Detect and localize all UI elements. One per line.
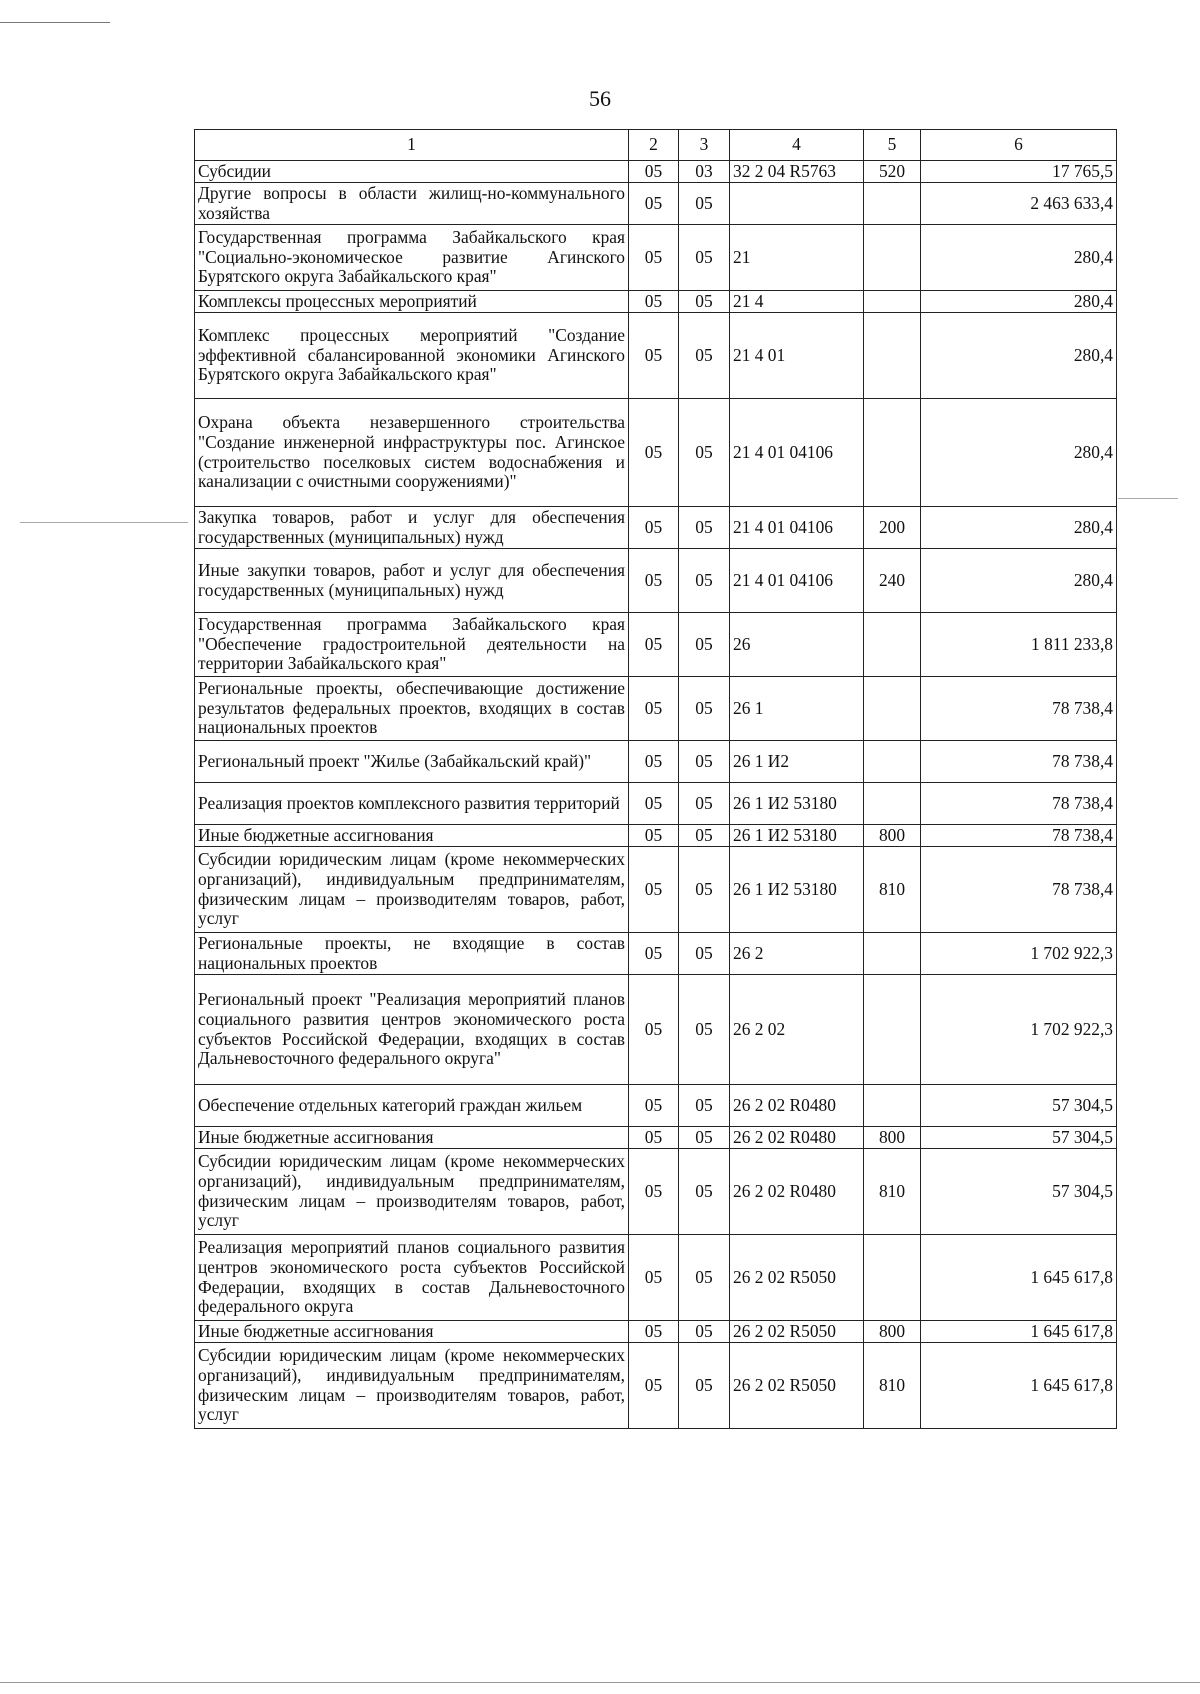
row-name: Реализация мероприятий планов социального развития центров экономического роста субъектов Российской Федерации, входящих в состав Дальневосточного федерального округа — [195, 1235, 629, 1321]
row-name: Региональные проекты, обеспечивающие достижение результатов федеральных проектов, входящих в состав национальных проектов — [195, 677, 629, 741]
amount: 1 811 233,8 — [921, 613, 1117, 677]
subsection-code: 05 — [679, 313, 730, 399]
amount: 78 738,4 — [921, 783, 1117, 825]
expense-type-code — [864, 613, 921, 677]
subsection-code: 05 — [679, 225, 730, 291]
target-article-code: 21 4 01 04106 — [730, 507, 864, 549]
target-article-code: 26 2 02 R5050 — [730, 1321, 864, 1343]
target-article-code: 26 1 И2 53180 — [730, 847, 864, 933]
expense-type-code — [864, 1235, 921, 1321]
target-article-code: 26 2 02 R5050 — [730, 1343, 864, 1429]
section-code: 05 — [629, 1149, 679, 1235]
target-article-code: 26 1 — [730, 677, 864, 741]
subsection-code: 05 — [679, 741, 730, 783]
section-code: 05 — [629, 549, 679, 613]
expense-type-code: 200 — [864, 507, 921, 549]
target-article-code: 26 1 И2 — [730, 741, 864, 783]
section-code: 05 — [629, 399, 679, 507]
row-name: Региональный проект "Реализация мероприятий планов социального развития центров экономического роста субъектов Российской Федерации, входящих в состав Дальневосточного федерального округа" — [195, 975, 629, 1085]
expense-type-code — [864, 225, 921, 291]
target-article-code: 26 2 02 — [730, 975, 864, 1085]
table-row — [195, 225, 1117, 291]
expense-type-code: 800 — [864, 825, 921, 847]
target-article-code: 26 2 — [730, 933, 864, 975]
subsection-code: 05 — [679, 1085, 730, 1127]
section-code: 05 — [629, 975, 679, 1085]
subsection-code: 05 — [679, 291, 730, 313]
subsection-code: 05 — [679, 183, 730, 225]
amount: 17 765,5 — [921, 161, 1117, 183]
expense-type-code — [864, 183, 921, 225]
column-header: 2 — [629, 130, 679, 161]
scan-edge-mark — [1118, 498, 1178, 499]
subsection-code: 05 — [679, 975, 730, 1085]
scan-edge-mark — [0, 1682, 1200, 1683]
section-code: 05 — [629, 1127, 679, 1149]
row-name: Региональный проект "Жилье (Забайкальский край)" — [195, 741, 629, 783]
subsection-code: 05 — [679, 507, 730, 549]
amount: 280,4 — [921, 549, 1117, 613]
amount: 57 304,5 — [921, 1085, 1117, 1127]
table-row — [195, 847, 1117, 933]
row-name: Охрана объекта незавершенного строительства "Создание инженерной инфраструктуры пос. Агинское (строительство поселковых систем водоснабжения и канализации с очистными сооружениями)" — [195, 399, 629, 507]
target-article-code: 21 4 01 — [730, 313, 864, 399]
section-code: 05 — [629, 313, 679, 399]
table-row — [195, 825, 1117, 847]
subsection-code: 05 — [679, 399, 730, 507]
target-article-code: 26 2 02 R0480 — [730, 1085, 864, 1127]
section-code: 05 — [629, 507, 679, 549]
target-article-code: 21 4 01 04106 — [730, 399, 864, 507]
row-name: Комплекс процессных мероприятий "Создание эффективной сбалансированной экономики Агинского Бурятского округа Забайкальского края" — [195, 313, 629, 399]
table-row — [195, 1343, 1117, 1429]
table-row — [195, 741, 1117, 783]
expense-type-code — [864, 975, 921, 1085]
expense-type-code: 810 — [864, 1149, 921, 1235]
expense-type-code — [864, 933, 921, 975]
target-article-code: 26 2 02 R0480 — [730, 1149, 864, 1235]
amount: 1 702 922,3 — [921, 933, 1117, 975]
row-name: Обеспечение отдельных категорий граждан жильем — [195, 1085, 629, 1127]
row-name: Субсидии юридическим лицам (кроме некоммерческих организаций), индивидуальным предпринимателям, физическим лицам – производителям товаров, работ, услуг — [195, 847, 629, 933]
subsection-code: 03 — [679, 161, 730, 183]
table-header-row — [195, 130, 1117, 161]
amount: 78 738,4 — [921, 847, 1117, 933]
expense-type-code — [864, 399, 921, 507]
section-code: 05 — [629, 291, 679, 313]
target-article-code: 26 1 И2 53180 — [730, 783, 864, 825]
table-row — [195, 549, 1117, 613]
table-row — [195, 1149, 1117, 1235]
section-code: 05 — [629, 933, 679, 975]
section-code: 05 — [629, 741, 679, 783]
row-name: Государственная программа Забайкальского края "Обеспечение градостроительной деятельности на территории Забайкальского края" — [195, 613, 629, 677]
row-name: Другие вопросы в области жилищ-но-коммунального хозяйства — [195, 183, 629, 225]
subsection-code: 05 — [679, 613, 730, 677]
subsection-code: 05 — [679, 549, 730, 613]
amount: 2 463 633,4 — [921, 183, 1117, 225]
budget-table — [194, 129, 1117, 1429]
table-row — [195, 399, 1117, 507]
table-row — [195, 677, 1117, 741]
table-row — [195, 783, 1117, 825]
table-row — [195, 1321, 1117, 1343]
table-row — [195, 291, 1117, 313]
row-name: Субсидии — [195, 161, 629, 183]
subsection-code: 05 — [679, 1321, 730, 1343]
amount: 280,4 — [921, 291, 1117, 313]
subsection-code: 05 — [679, 1127, 730, 1149]
section-code: 05 — [629, 1085, 679, 1127]
table-row — [195, 507, 1117, 549]
table-row — [195, 313, 1117, 399]
amount: 78 738,4 — [921, 741, 1117, 783]
expense-type-code — [864, 677, 921, 741]
amount: 280,4 — [921, 225, 1117, 291]
target-article-code: 21 4 01 04106 — [730, 549, 864, 613]
table-row — [195, 975, 1117, 1085]
row-name: Иные бюджетные ассигнования — [195, 1321, 629, 1343]
table-row — [195, 613, 1117, 677]
row-name: Субсидии юридическим лицам (кроме некоммерческих организаций), индивидуальным предпринимателям, физическим лицам – производителям товаров, работ, услуг — [195, 1149, 629, 1235]
section-code: 05 — [629, 677, 679, 741]
table-row — [195, 1235, 1117, 1321]
table-row — [195, 1085, 1117, 1127]
target-article-code: 26 2 02 R0480 — [730, 1127, 864, 1149]
amount: 78 738,4 — [921, 825, 1117, 847]
column-header: 3 — [679, 130, 730, 161]
column-header: 1 — [195, 130, 629, 161]
page-number: 56 — [589, 86, 611, 111]
subsection-code: 05 — [679, 933, 730, 975]
section-code: 05 — [629, 825, 679, 847]
expense-type-code: 240 — [864, 549, 921, 613]
column-header: 5 — [864, 130, 921, 161]
expense-type-code: 810 — [864, 847, 921, 933]
amount: 1 645 617,8 — [921, 1321, 1117, 1343]
row-name: Реализация проектов комплексного развития территорий — [195, 783, 629, 825]
section-code: 05 — [629, 1235, 679, 1321]
expense-type-code — [864, 1085, 921, 1127]
section-code: 05 — [629, 613, 679, 677]
section-code: 05 — [629, 225, 679, 291]
section-code: 05 — [629, 783, 679, 825]
subsection-code: 05 — [679, 1235, 730, 1321]
amount: 1 645 617,8 — [921, 1343, 1117, 1429]
scan-edge-mark — [0, 22, 110, 23]
column-header: 6 — [921, 130, 1117, 161]
table-row — [195, 161, 1117, 183]
section-code: 05 — [629, 183, 679, 225]
target-article-code: 26 2 02 R5050 — [730, 1235, 864, 1321]
expense-type-code: 800 — [864, 1127, 921, 1149]
table-row — [195, 1127, 1117, 1149]
amount: 57 304,5 — [921, 1127, 1117, 1149]
amount: 280,4 — [921, 399, 1117, 507]
subsection-code: 05 — [679, 847, 730, 933]
expense-type-code — [864, 313, 921, 399]
row-name: Иные бюджетные ассигнования — [195, 825, 629, 847]
target-article-code: 21 4 — [730, 291, 864, 313]
amount: 280,4 — [921, 507, 1117, 549]
amount: 280,4 — [921, 313, 1117, 399]
table-row — [195, 933, 1117, 975]
expense-type-code — [864, 741, 921, 783]
row-name: Иные бюджетные ассигнования — [195, 1127, 629, 1149]
subsection-code: 05 — [679, 1149, 730, 1235]
subsection-code: 05 — [679, 825, 730, 847]
scan-edge-mark — [20, 522, 188, 523]
amount: 78 738,4 — [921, 677, 1117, 741]
section-code: 05 — [629, 847, 679, 933]
expense-type-code: 520 — [864, 161, 921, 183]
table-row — [195, 183, 1117, 225]
expense-type-code — [864, 783, 921, 825]
subsection-code: 05 — [679, 1343, 730, 1429]
subsection-code: 05 — [679, 677, 730, 741]
row-name: Региональные проекты, не входящие в состав национальных проектов — [195, 933, 629, 975]
target-article-code: 26 1 И2 53180 — [730, 825, 864, 847]
amount: 57 304,5 — [921, 1149, 1117, 1235]
row-name: Иные закупки товаров, работ и услуг для обеспечения государственных (муниципальных) нужд — [195, 549, 629, 613]
subsection-code: 05 — [679, 783, 730, 825]
target-article-code: 26 — [730, 613, 864, 677]
section-code: 05 — [629, 161, 679, 183]
target-article-code: 32 2 04 R5763 — [730, 161, 864, 183]
amount: 1 645 617,8 — [921, 1235, 1117, 1321]
section-code: 05 — [629, 1343, 679, 1429]
row-name: Государственная программа Забайкальского края "Социально-экономическое развитие Агинского Бурятского округа Забайкальского края" — [195, 225, 629, 291]
amount: 1 702 922,3 — [921, 975, 1117, 1085]
target-article-code — [730, 183, 864, 225]
expense-type-code: 810 — [864, 1343, 921, 1429]
expense-type-code — [864, 291, 921, 313]
row-name: Комплексы процессных мероприятий — [195, 291, 629, 313]
row-name: Субсидии юридическим лицам (кроме некоммерческих организаций), индивидуальным предпринимателям, физическим лицам – производителям товаров, работ, услуг — [195, 1343, 629, 1429]
expense-type-code: 800 — [864, 1321, 921, 1343]
column-header: 4 — [730, 130, 864, 161]
row-name: Закупка товаров, работ и услуг для обеспечения государственных (муниципальных) нужд — [195, 507, 629, 549]
target-article-code: 21 — [730, 225, 864, 291]
section-code: 05 — [629, 1321, 679, 1343]
